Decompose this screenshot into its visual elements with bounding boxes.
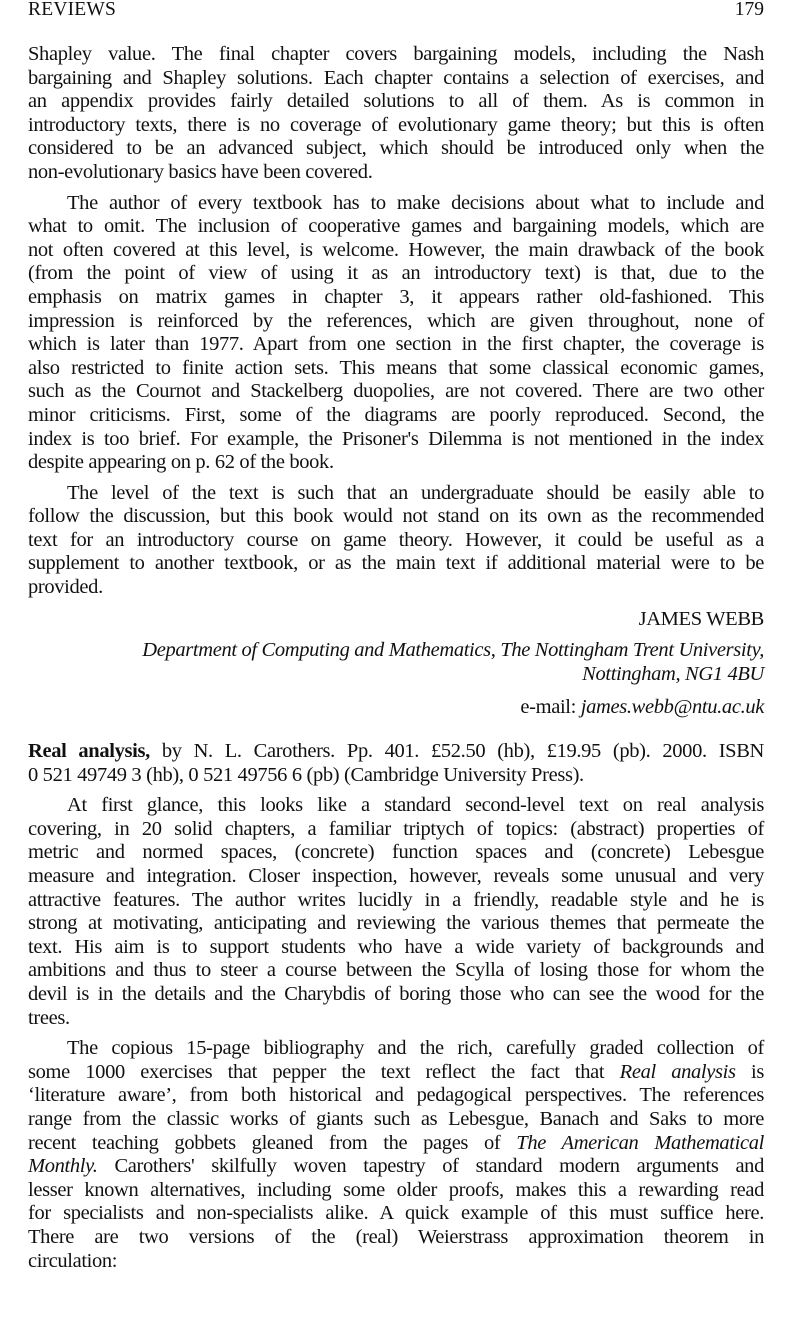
text-line: which is later than 1977. Apart from one section in the first chapter, the coverage is xyxy=(28,333,764,356)
review-real-analysis xyxy=(28,740,764,1273)
text-line: trees. xyxy=(28,1006,70,1029)
text-line: considered to be an advanced subject, which should be introduced only when the xyxy=(28,137,764,160)
text-line: supplement to another textbook, or as the main text if additional material were to be xyxy=(28,552,764,575)
text-line xyxy=(28,1061,764,1085)
text-line: devil is in the details and the Charybdis of boring those who can see the wood for the xyxy=(28,982,764,1005)
text-line: introductory texts, there is no coverage of evolutionary game theory; but this is often xyxy=(28,113,764,136)
paragraph-continuation xyxy=(28,43,764,185)
text-line: text for an introductory course on game theory. However, it could be useful as a xyxy=(28,528,764,551)
text-line: what to omit. The inclusion of cooperative games and bargaining models, which are xyxy=(28,215,764,238)
citation-isbn-line: 0 521 49749 3 (hb), 0 521 49756 6 (pb) (Cambridge University Press). xyxy=(28,763,584,786)
text-line: metric and normed spaces, (concrete) function spaces and (concrete) Lebesgue xyxy=(28,841,764,864)
paragraph-bibliography xyxy=(28,1037,764,1273)
book-title-italic: Real analysis xyxy=(619,1060,736,1083)
text-line: non-evolutionary basics have been covered. xyxy=(28,160,373,183)
text-line xyxy=(28,1155,764,1179)
page-number: 179 xyxy=(734,0,764,20)
text-line: provided. xyxy=(28,576,103,599)
text-line: At first glance, this looks like a standard second-level text on real analysis xyxy=(67,794,764,817)
text-line: emphasis on matrix games in chapter 3, it appears rather old-fashioned. This xyxy=(28,285,764,308)
text-run: Carothers' skilfully woven tapestry of standard modern arguments and xyxy=(97,1155,764,1178)
text-line: measure and integration. Closer inspection, however, reveals some unusual and very xyxy=(28,865,764,887)
text-line: Shapley value. The final chapter covers bargaining models, including the Nash xyxy=(28,43,764,65)
text-line: strong at motivating, anticipating and reviewing the various themes that permeate the xyxy=(28,912,764,935)
text-line: The copious 15-page bibliography and the rich, carefully graded collection of xyxy=(67,1037,764,1060)
text-line: for specialists and non-specialists alike. A quick example of this must suffice here. xyxy=(28,1202,764,1225)
journal-page xyxy=(28,0,764,1273)
text-line: The author of every textbook has to make decisions about what to include and xyxy=(67,191,764,214)
text-line: not often covered at this level, is welcome. However, the main drawback of the book xyxy=(28,238,764,261)
review-game-theory xyxy=(28,43,764,720)
text-line: follow the discussion, but this book would not stand on its own as the recommended xyxy=(28,505,764,528)
text-run: some 1000 exercises that pepper the text reflect the fact that xyxy=(28,1060,620,1083)
text-line: ambitions and thus to steer a course between the Scylla of losing those for whom the xyxy=(28,959,764,982)
paragraph-author-decisions xyxy=(28,192,764,475)
text-line: index is too brief. For example, the Prisoner's Dilemma is not mentioned in the index xyxy=(28,427,764,450)
text-line: bargaining and Shapley solutions. Each chapter contains a selection of exercises, and xyxy=(28,66,764,89)
book-title: Real analysis, xyxy=(28,740,150,763)
text-line: despite appearing on p. 62 of the book. xyxy=(28,451,334,474)
text-line: There are two versions of the (real) Weierstrass approximation theorem in xyxy=(28,1225,764,1248)
text-line: such as the Cournot and Stackelberg duopolies, are not covered. There are two other xyxy=(28,380,764,403)
text-line xyxy=(28,1132,764,1156)
text-line: range from the classic works of giants such as Lebesgue, Banach and Saks to more xyxy=(28,1107,764,1130)
text-line: covering, in 20 solid chapters, a familiar triptych of topics: (abstract) properties of xyxy=(28,817,764,840)
affiliation-line-1: Department of Computing and Mathematics, The Nottingham Trent University, xyxy=(142,639,764,662)
journal-title-italic: Monthly. xyxy=(28,1155,98,1178)
text-line: ‘literature aware’, from both historical and pedagogical perspectives. The references xyxy=(28,1084,764,1107)
citation-details: by N. L. Carothers. Pp. 401. £52.50 (hb), £19.95 (pb). 2000. ISBN xyxy=(149,740,764,763)
email-address[interactable]: james.webb@ntu.ac.uk xyxy=(580,696,764,719)
affiliation-line-2: Nottingham, NG1 4BU xyxy=(582,662,764,685)
text-line: The level of the text is such that an undergraduate should be easily able to xyxy=(67,481,764,504)
text-line: (from the point of view of using it as an introductory text) is that, due to the xyxy=(28,262,764,285)
text-line: text. His aim is to support students who have a wide variety of backgrounds and xyxy=(28,935,764,958)
text-line: lesser known alternatives, including some older proofs, makes this a rewarding read xyxy=(28,1178,764,1201)
text-line: also restricted to finite action sets. This means that some classical economic games, xyxy=(28,356,764,379)
reviewer-affiliation xyxy=(28,639,764,686)
reviewer-email xyxy=(28,696,764,720)
email-label: e-mail: xyxy=(520,696,581,719)
text-line: impression is reinforced by the references, which are given throughout, none of xyxy=(28,309,764,332)
text-line: circulation: xyxy=(28,1249,118,1272)
paragraph-first-glance xyxy=(28,794,764,1030)
running-head-title: REVIEWS xyxy=(28,0,117,20)
text-run: is xyxy=(735,1060,765,1083)
reviewer-name: JAMES WEBB xyxy=(638,607,764,630)
running-head xyxy=(28,0,764,30)
text-run: recent teaching gobbets gleaned from the pages of xyxy=(28,1131,517,1154)
text-line: attractive features. The author writes lucidly in a friendly, readable style and he is xyxy=(28,888,764,911)
journal-title-italic: The American Mathematical xyxy=(516,1131,764,1154)
text-line: an appendix provides fairly detailed solutions to all of them. As is common in xyxy=(28,90,764,113)
text-line: minor criticisms. First, some of the diagrams are poorly reproduced. Second, the xyxy=(28,403,764,426)
paragraph-level-of-text xyxy=(28,482,764,600)
book-citation xyxy=(28,740,764,787)
